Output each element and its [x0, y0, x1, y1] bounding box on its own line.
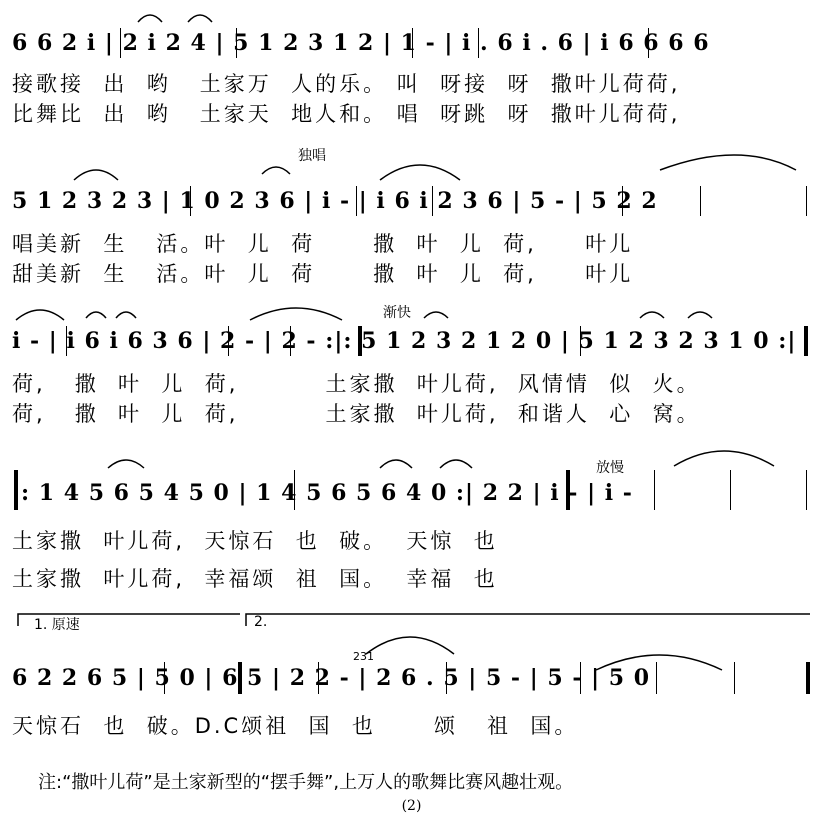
lyric-row-4-verse-1: 土家撒 叶儿荷, 天惊石 也 破。 天惊 也: [12, 529, 498, 553]
notation-row-1: 6 6 2 i | 2 i 2 4 | 5 1 2 3 1 2 | 1 - | i . 6 i . 6 | i 6 6 6 6: [12, 30, 710, 56]
ending-1-label: 1. 原速: [34, 617, 80, 633]
notation-row-5: 6 2 2 6 5 | 5 0 | 6 5 | 2 2 - | 2 6 . 5 | 5 - | 5 - | 5 0: [12, 665, 651, 691]
lyric-row-2-verse-1: 唱美新 生 活。叶 儿 荷 撒 叶 儿 荷, 叶儿: [12, 232, 634, 256]
footnote: 注:“撒叶儿荷”是土家新型的“摆手舞”,上万人的歌舞比赛风趣壮观。: [38, 772, 574, 793]
lyric-row-1-verse-1: 接歌接 出 哟 土家万 人的乐。 叫 呀接 呀 撒叶儿荷荷,: [12, 72, 681, 96]
notation-row-4: |: 1 4 5 6 5 4 5 0 | 1 4 5 6 5 6 4 0 :| 2 2 | i - | i -: [12, 480, 633, 506]
ending-2-label: 2.: [254, 614, 268, 630]
lyric-row-5: 天惊石 也 破。D.C颂祖 国 也 颂 祖 国。: [12, 714, 579, 738]
lyric-row-2-verse-2: 甜美新 生 活。叶 儿 荷 撒 叶 儿 荷, 叶儿: [12, 262, 634, 286]
lyric-row-1-verse-2: 比舞比 出 哟 土家天 地人和。 唱 呀跳 呀 撒叶儿荷荷,: [12, 102, 681, 126]
grace-notes: 231: [353, 650, 374, 663]
notation-row-3: i - | i 6 i 6 3 6 | 2 - | 2 - :|: 5 1 2 3 2 1 2 0 | 5 1 2 3 2 3 1 0 :|: [12, 328, 797, 354]
marking-accelerando: 渐快: [383, 305, 411, 321]
marking-ritardando: 放慢: [596, 460, 624, 476]
lyric-row-3-verse-2: 荷, 撒 叶 儿 荷, 土家撒 叶儿荷, 和谐人 心 窝。: [12, 402, 701, 426]
lyric-row-3-verse-1: 荷, 撒 叶 儿 荷, 土家撒 叶儿荷, 风情情 似 火。: [12, 372, 701, 396]
lyric-row-4-verse-2: 土家撒 叶儿荷, 幸福颂 祖 国。 幸福 也: [12, 567, 498, 591]
page-number: (2): [401, 798, 422, 814]
marking-solo: 独唱: [298, 148, 326, 164]
notation-row-2: 5 1 2 3 2 3 | 1 0 2 3 6 | i - | i 6 i 2 3 6 | 5 - | 5 2 2: [12, 188, 658, 214]
